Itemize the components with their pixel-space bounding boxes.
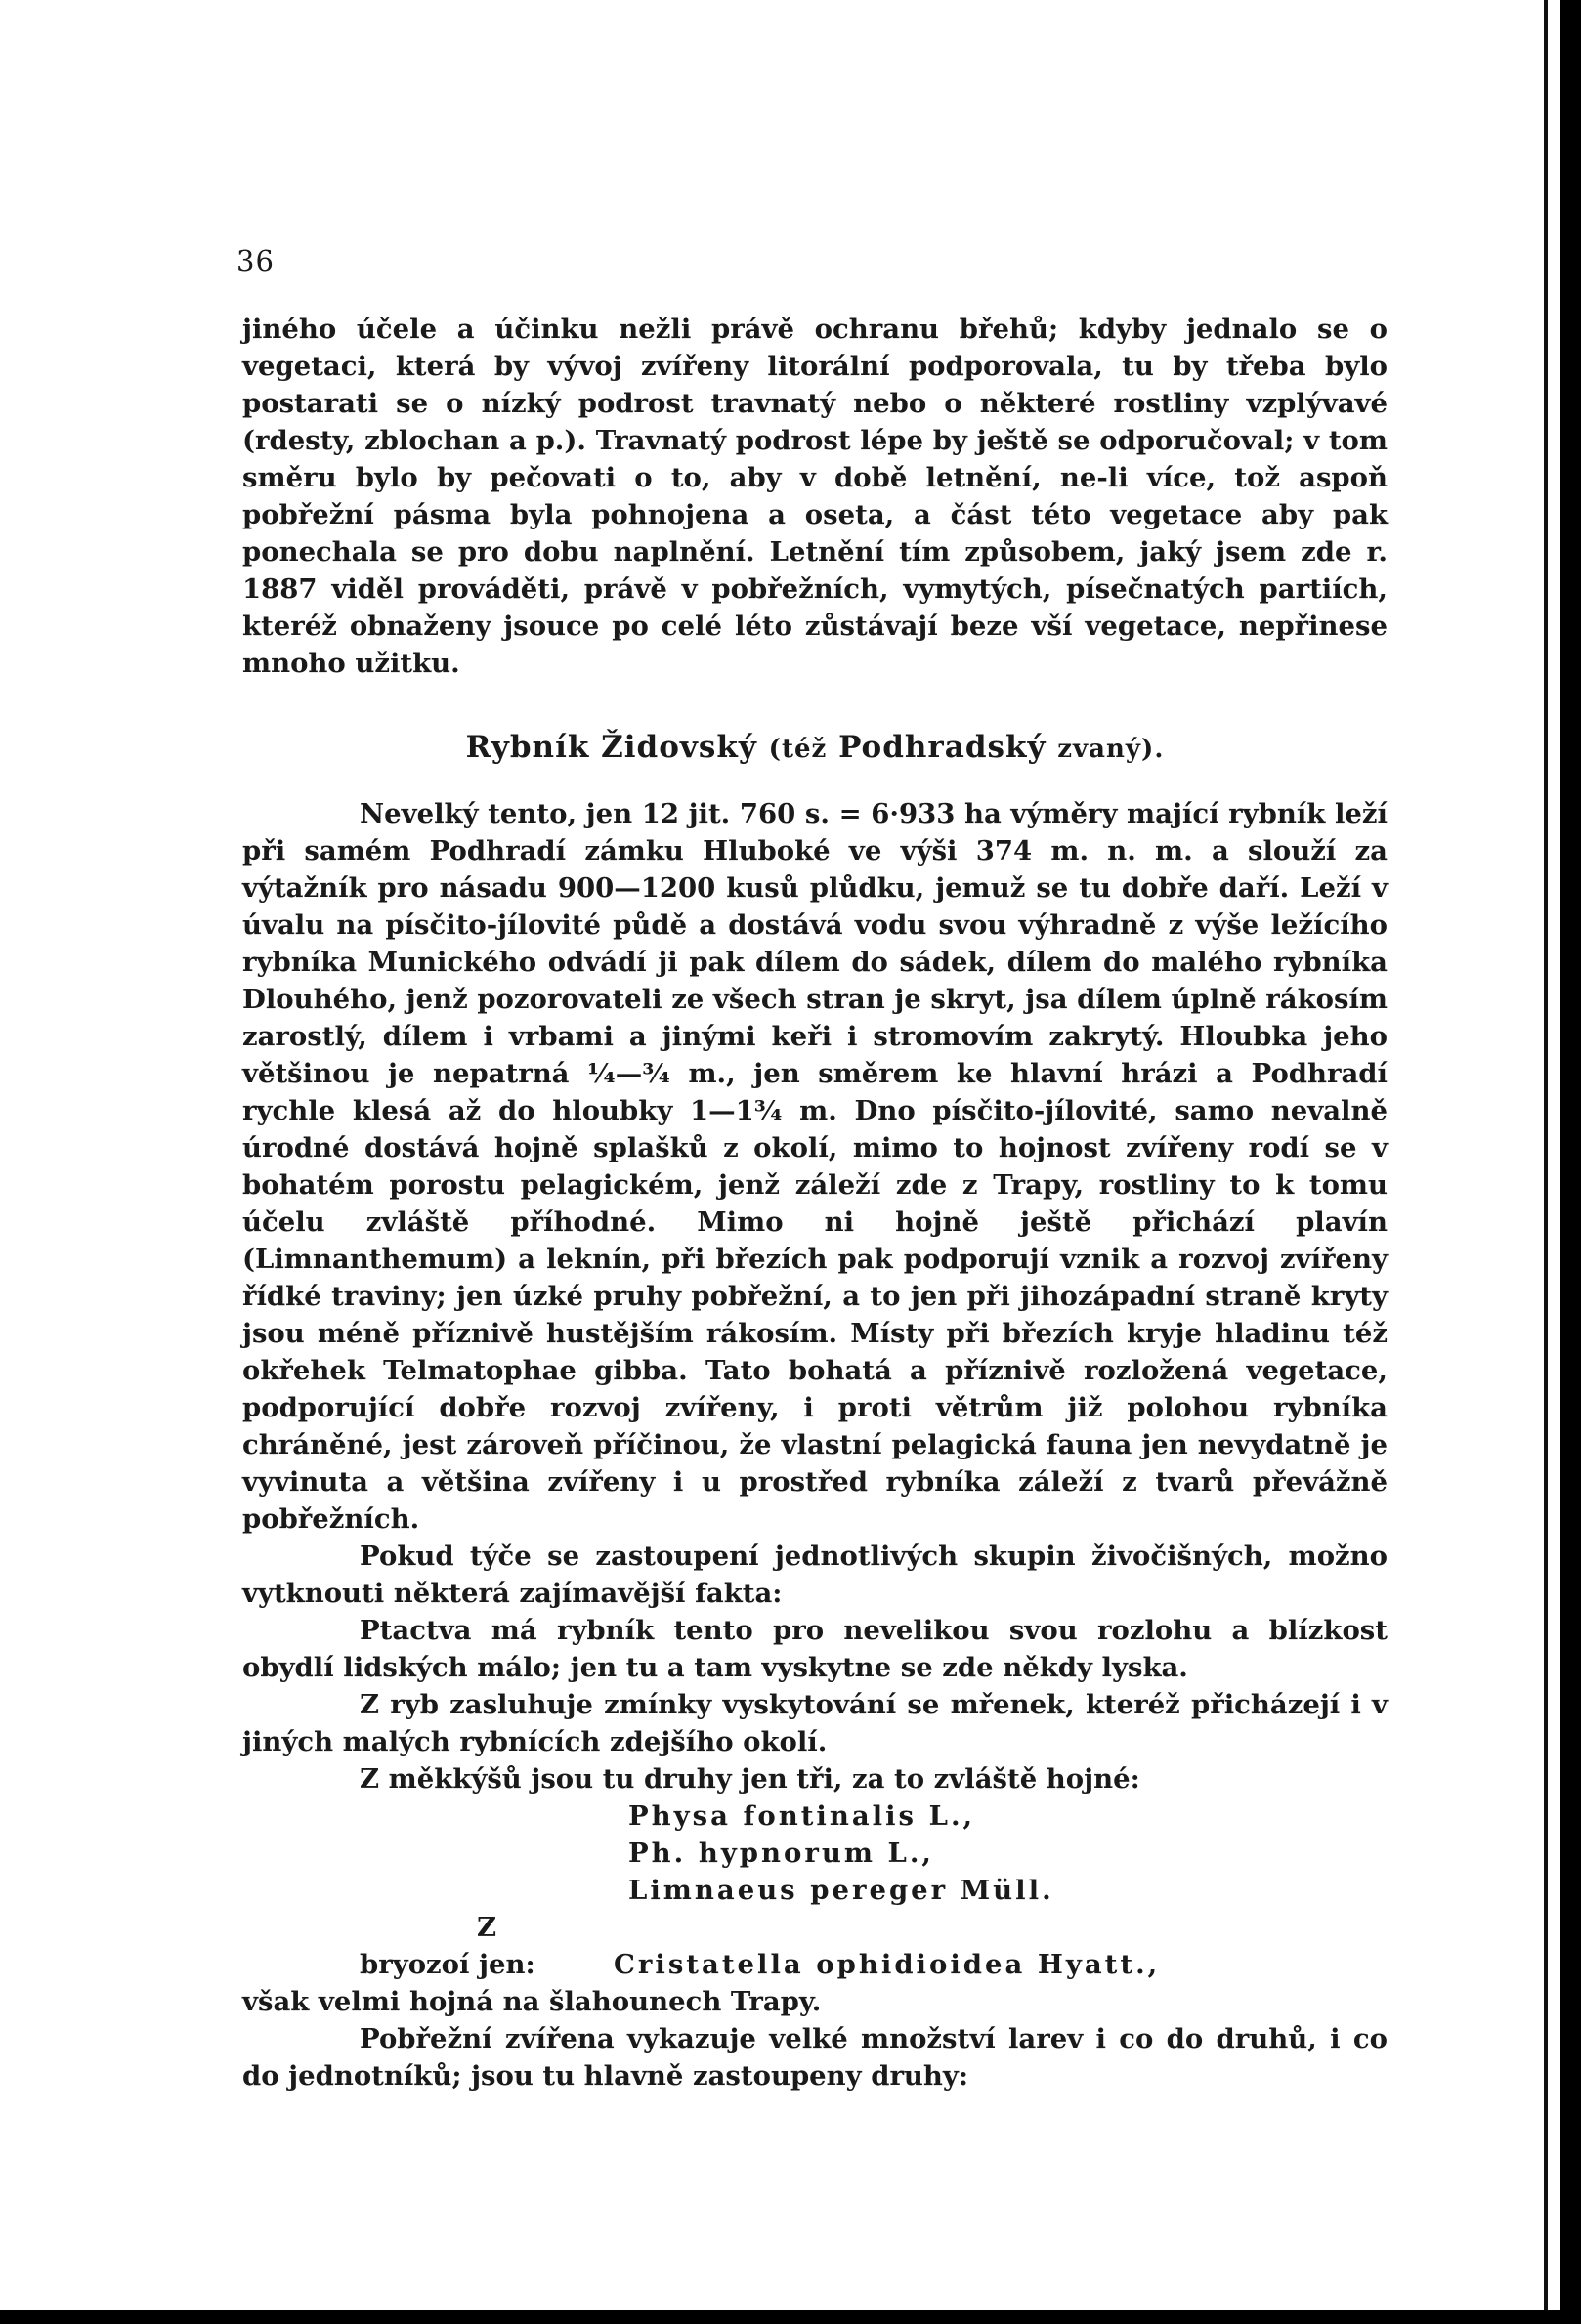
paragraph-description [242, 795, 1388, 1538]
description-part-b: m., jen směrem ke hlavní hrázi a Podhradí rychle klesá až do hloubky [242, 1058, 1388, 1126]
description-part-a: Nevelký tento, jen 12 jit. 760 s. = 6·933 ha výměry mající rybník leží při samém Podhradí zámku Hluboké ve výši 374 m. n. m. a slouží za výtažník pro násadu 900—1200 kusů plůdku, jemuž se tu dobře daří. Leží v úvalu na písčito-jílovité půdě a dostává vodu svou výhradně z výše ležícího rybníka Munického odvádí ji pak dílem do sádek, dílem do malého rybníka Dlouhého, jenž pozorovateli ze všech stran je skryt, jsa dílem úplně rákosím zarostlý, dílem i vrbami a jinými keři i stromovím zakrytý. Hloubka jeho většinou je nepatrná [242, 798, 1388, 1089]
paragraph-shore-fauna: Pobřežní zvířena vykazuje velké množství larev i co do druhů, i co do jednotníků; jsou tu hlavně zastoupeny druhy: [242, 2023, 1388, 2092]
species-item: Limnaeus pereger Müll. [628, 1875, 1054, 1906]
paragraph-intro: jiného účele a účinku nežli právě ochranu břehů; kdyby jednalo se o vegetaci, která by vývoj zvířeny litorální podporovala, tu by třeba bylo postarati se o nízký podrost travnatý nebo o některé rostliny vzplývavé (rdesty, zblochan a p.). Travnatý podrost lépe by ještě se odporučoval; v tom směru bylo by pečovati o to, aby v době letnění, ne-li více, tož aspoň pobřežní pásma byla pohnojena a oseta, a část této vegetace aby pak ponechala se pro dobu naplnění. Letnění tím způsobem, jaký jsem zde r. 1887 viděl prováděti, právě v pobřežních, vymytých, písečnatých partiích, kteréž obnaženy jsouce po celé léto zůstávají beze vší vegetace, nepřinese mnoho užitku. [242, 314, 1388, 679]
section-heading [242, 729, 1388, 768]
bryozoa-species: Cristatella ophidioidea Hyatt., [614, 1949, 1161, 1980]
paragraph-groups: Pokud týče se zastoupení jednotlivých skupin živočišných, možno vytknouti některá zajímavější fakta: [242, 1541, 1388, 1609]
bryozoa-note: však velmi hojná na šlahounech Trapy. [242, 1986, 822, 2017]
scan-border-bottom [0, 2310, 1581, 2324]
description-part-c: m. Dno písčito-jílovité, samo nevalně úrodné dostává hojně splašků z okolí, mimo to hojnost zvířeny rodí se v bohatém porostu pelagickém, jenž záleží zde z Trapy, rostliny to k tomu účelu zvláště příhodné. Mimo ni hojně ještě přichází plavín (Limnanthemum) a leknín, při březích pak podporují vznik a rozvoj zvířeny řídké traviny; jen úzké pruhy pobřežní, a to jen při jihozápadní straně kryty jsou méně příznivě hustějším rákosím. Místy při březích kryje hladinu též okřehek Telmatophae gibba. Tato bohatá a příznivě rozložená vegetace, podporující dobře rozvoj zvířeny, i proti větrům již polohou rybníka chráněné, jest zároveň příčinou, že vlastní pelagická fauna jen nevydatně je vyvinuta a většina zvířeny i u prostřed rybníka záleží z tvarů převážně pobřežních. [242, 1095, 1388, 1535]
bryozoa-label: Z bryozoí jen: [360, 1912, 535, 1980]
paragraph-bryozoa [242, 1909, 1388, 1983]
heading-subtitle-open: (též [768, 735, 828, 764]
species-item: Ph. hypnorum L., [628, 1838, 934, 1869]
depth-fraction-b: 1—1¾ [690, 1095, 783, 1126]
species-item: Physa fontinalis L., [628, 1800, 976, 1832]
heading-subtitle-name: Podhradský [838, 730, 1047, 765]
paragraph-birds: Ptactva má rybník tento pro nevelikou svou rozlohu a blízkost obydlí lidských málo; jen tu a tam vyskytne se zde někdy lyska. [242, 1615, 1388, 1683]
depth-fraction-a: ¼—¾ [587, 1058, 670, 1089]
paragraph-molluscs: Z měkkýšů jsou tu druhy jen tři, za to zvláště hojné: [360, 1763, 1140, 1795]
page-number: 36 [236, 244, 275, 277]
scan-border-right [1560, 0, 1581, 2324]
paragraph-fish: Z ryb zasluhuje zmínky vyskytování se mřenek, kteréž přicházejí i v jiných malých rybnících zdejšího okolí. [242, 1689, 1388, 1757]
heading-subtitle-close: zvaný). [1057, 735, 1165, 764]
body-text [242, 311, 1388, 2094]
page-edge-line [1544, 0, 1548, 2324]
heading-title: Rybník Židovský [465, 730, 757, 765]
